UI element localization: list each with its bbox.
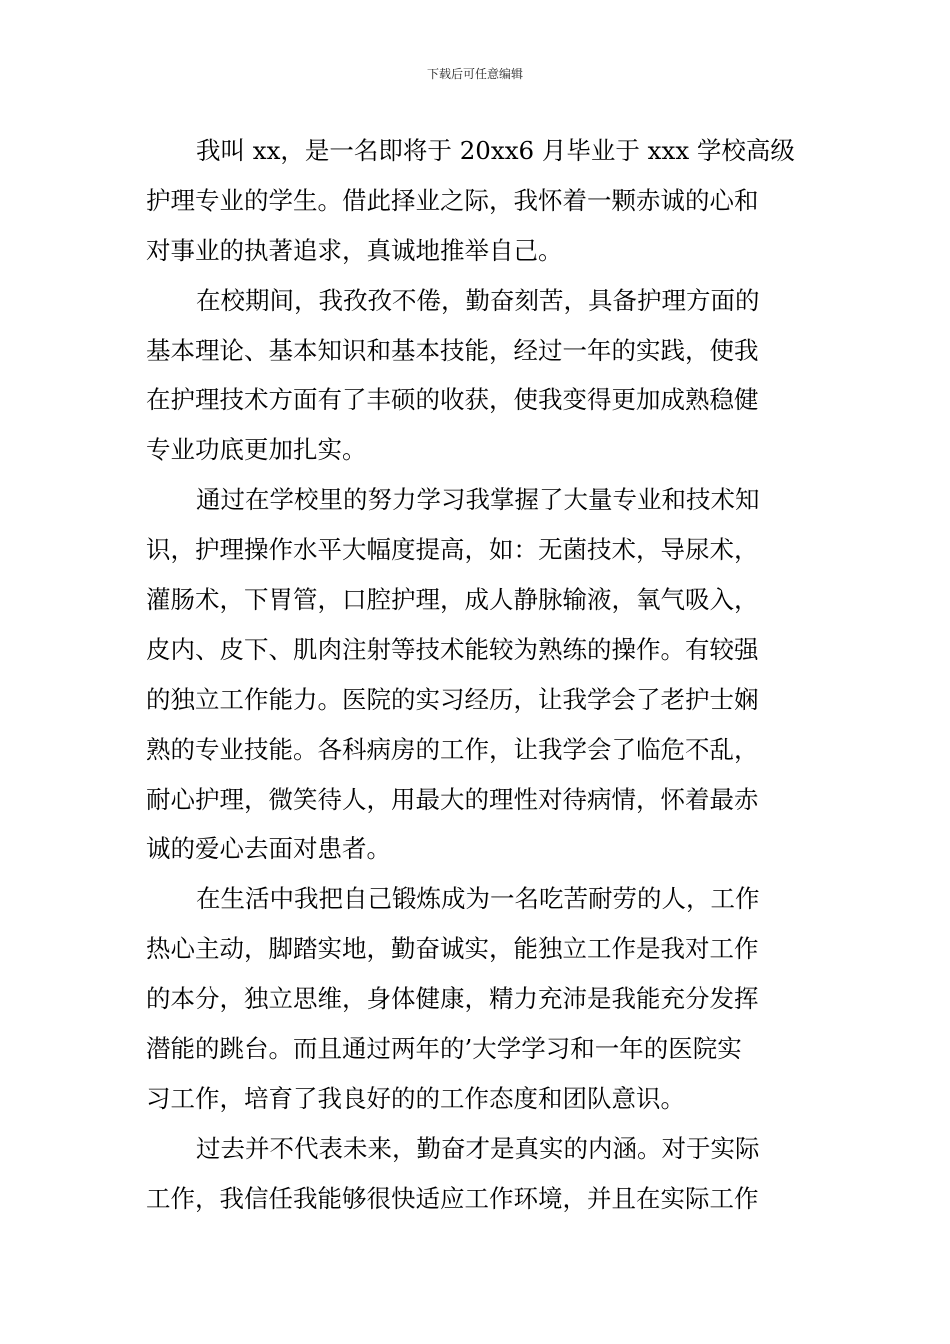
text-line: 我叫 xx，是一名即将于 20xx6 月毕业于 xxx 学校高级 (196, 136, 795, 165)
text-line: 熟的专业技能。各科病房的工作，让我学会了临危不乱， (146, 734, 759, 764)
text-line: 护理专业的学生。借此择业之际，我怀着一颗赤诚的心和 (146, 185, 759, 215)
text-line: 耐心护理，微笑待人，用最大的理性对待病情，怀着最赤 (146, 784, 759, 814)
document-body (146, 126, 808, 1224)
text-line: 基本理论、基本知识和基本技能，经过一年的实践，使我 (146, 335, 759, 365)
text-line: 在生活中我把自己锻炼成为一名吃苦耐劳的人，工作 (196, 884, 760, 914)
text-line: 皮内、皮下、肌肉注射等技术能较为熟练的操作。有较强 (146, 634, 759, 664)
text-line: 专业功底更加扎实。 (146, 435, 367, 465)
page-header: 下载后可任意编辑 (426, 67, 523, 81)
text-line: 热心主动，脚踏实地，勤奋诚实，能独立工作是我对工作 (146, 934, 759, 964)
text-line: 过去并不代表未来，勤奋才是真实的内涵。对于实际 (196, 1133, 760, 1163)
text-line: 工作，我信任我能够很快适应工作环境，并且在实际工作 (146, 1183, 759, 1213)
text-line: 在校期间，我孜孜不倦，勤奋刻苦，具备护理方面的 (196, 285, 760, 315)
text-line: 灌肠术，下胃管，口腔护理，成人静脉输液，氧气吸入， (146, 585, 759, 615)
text-line: 的独立工作能力。医院的实习经历，让我学会了老护士娴 (146, 684, 759, 714)
text-line: 对事业的执著追求，真诚地推举自己。 (146, 235, 563, 265)
text-line: 识，护理操作水平大幅度提高，如：无菌技术，导尿术， (146, 535, 759, 565)
text-line: 诚的爱心去面对患者。 (146, 834, 391, 864)
text-line: 潜能的跳台。而且通过两年的’大学学习和一年的医院实 (146, 1034, 742, 1064)
text-line: 的本分，独立思维，身体健康，精力充沛是我能充分发挥 (146, 984, 759, 1014)
text-line: 通过在学校里的努力学习我掌握了大量专业和技术知 (196, 485, 760, 515)
text-line: 习工作，培育了我良好的的工作态度和团队意识。 (146, 1083, 685, 1113)
text-line: 在护理技术方面有了丰硕的收获，使我变得更加成熟稳健 (146, 385, 759, 415)
